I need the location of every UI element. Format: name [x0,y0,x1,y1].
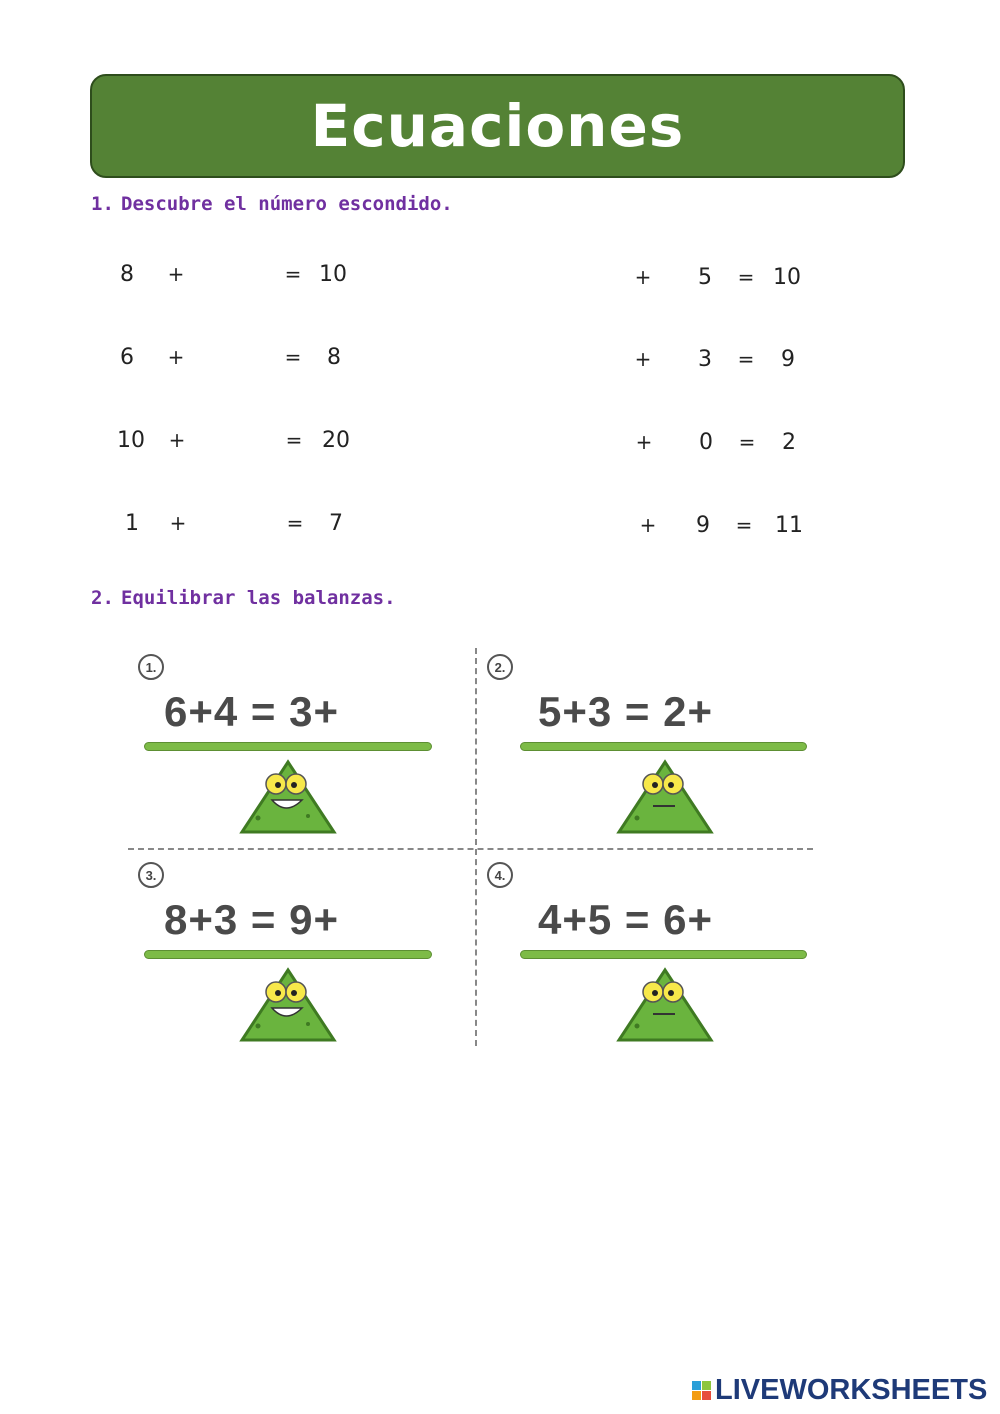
answer-blank[interactable] [540,430,620,456]
equation-row [0,345,341,370]
equation-row [0,265,801,290]
smiling-triangle-icon [238,962,338,1052]
addend: 8 [120,262,134,287]
result: 7 [329,511,343,536]
answer-blank[interactable] [195,428,275,454]
section-1-title: Descubre el número escondido. [121,193,453,215]
balance-beam [520,950,807,959]
equation-row [0,347,795,372]
plus-sign: + [169,511,187,535]
smiling-triangle-icon [238,754,338,844]
balance-beam [520,742,807,751]
section-2-number: 2. [91,587,114,609]
balance-panel-2 [487,654,827,849]
balance-equation: 8+3 = 9+ [164,896,339,943]
addend: 0 [699,430,713,455]
balance-equation: 6+4 = 3+ [164,688,339,735]
addend: 9 [696,513,710,538]
balance-panel-3 [138,862,478,1057]
section-2-title: Equilibrar las balanzas. [121,587,396,609]
answer-blank[interactable] [195,262,275,288]
balance-answer-blank[interactable] [378,694,438,734]
equals-sign: = [284,262,302,286]
balance-beam [144,950,432,959]
result: 2 [782,430,796,455]
equals-sign: = [737,347,755,371]
equals-sign: = [737,265,755,289]
result: 9 [781,347,795,372]
logo-text: LIVEWORKSHEETS [715,1374,988,1406]
equals-sign: = [284,345,302,369]
equation-row [0,428,350,453]
addend: 6 [120,345,134,370]
page-title: Ecuaciones [310,92,685,160]
plus-sign: + [168,428,186,452]
liveworksheets-logo[interactable] [692,1374,987,1407]
plus-sign: + [634,347,652,371]
equals-sign: = [735,513,753,537]
panel-number-badge: 2. [487,654,513,680]
equals-sign: = [738,430,756,454]
plus-sign: + [639,513,657,537]
liveworksheets-logo-icon [692,1381,711,1400]
equation-row [0,262,347,287]
addend: 10 [117,428,145,453]
panel-number-badge: 4. [487,862,513,888]
section-1-heading [91,193,453,215]
equation-row [0,513,803,538]
equation-row [0,511,343,536]
balance-answer-blank[interactable] [378,902,438,942]
balance-panel-1 [138,654,478,849]
balance-beam [144,742,432,751]
answer-blank[interactable] [195,511,275,537]
answer-blank[interactable] [540,265,620,291]
addend: 5 [698,265,712,290]
equals-sign: = [286,511,304,535]
answer-blank[interactable] [540,347,620,373]
equals-sign: = [285,428,303,452]
plus-sign: + [167,262,185,286]
answer-blank[interactable] [195,345,275,371]
result: 11 [775,513,803,538]
result: 20 [322,428,350,453]
addend: 3 [698,347,712,372]
result: 8 [327,345,341,370]
section-1-number: 1. [91,193,114,215]
plus-sign: + [635,430,653,454]
balance-equation: 4+5 = 6+ [538,896,713,943]
section-2-heading [91,587,396,609]
result: 10 [319,262,347,287]
neutral-triangle-icon [615,962,715,1052]
panel-number-badge: 3. [138,862,164,888]
balance-equation: 5+3 = 2+ [538,688,713,735]
panel-number-badge: 1. [138,654,164,680]
neutral-triangle-icon [615,754,715,844]
balance-answer-blank[interactable] [752,694,812,734]
balance-panel-4 [487,862,827,1057]
plus-sign: + [167,345,185,369]
title-banner [90,74,905,178]
balance-answer-blank[interactable] [752,902,812,942]
result: 10 [773,265,801,290]
plus-sign: + [634,265,652,289]
addend: 1 [125,511,139,536]
answer-blank[interactable] [540,513,620,539]
